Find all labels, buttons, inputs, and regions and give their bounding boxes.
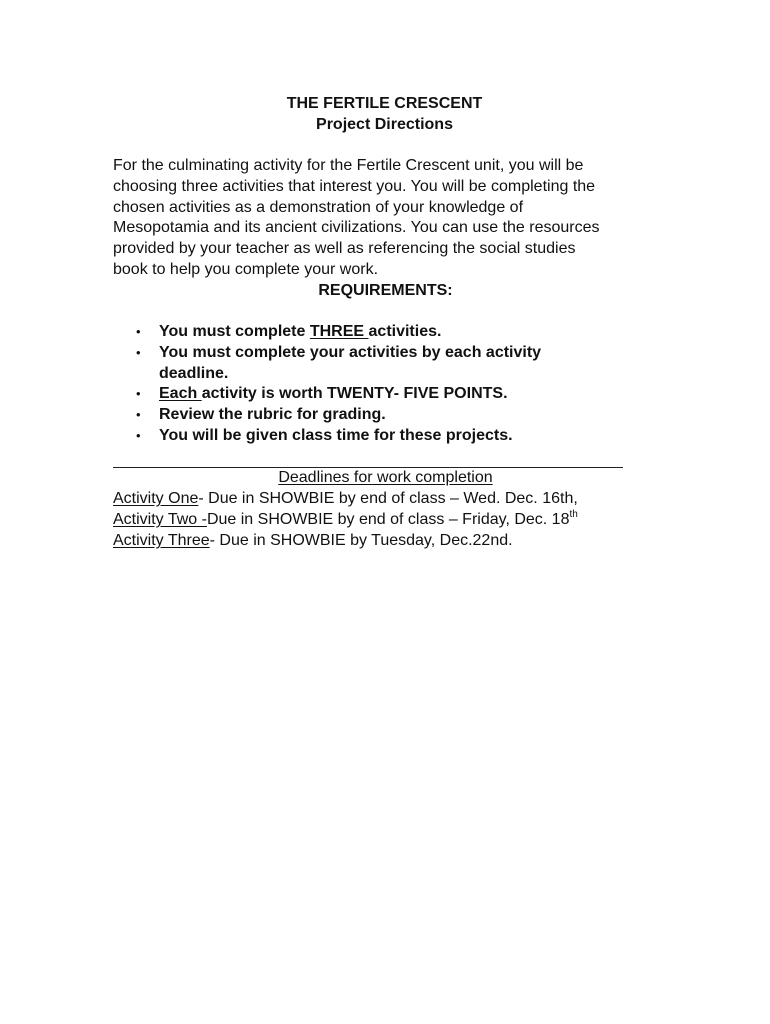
intro-line: provided by your teacher as well as referencing the social studies	[113, 240, 576, 258]
intro-line: book to help you complete your work.	[113, 260, 379, 278]
requirement-text: You must complete THREE activities.	[159, 323, 442, 340]
bullet-icon: •	[136, 407, 141, 423]
bullet-icon: •	[136, 386, 141, 402]
title-block	[113, 94, 656, 136]
requirements-list	[113, 322, 658, 447]
requirement-text: You will be given class time for these projects.	[159, 426, 513, 444]
requirement-item	[113, 322, 658, 343]
bullet-icon: •	[136, 324, 141, 339]
underlined-text: Each	[159, 385, 202, 403]
activity-label: Activity Three	[113, 532, 210, 549]
requirement-text: You must complete your activities by each activity	[159, 343, 542, 361]
requirement-item	[113, 426, 658, 447]
deadline-text: Due in SHOWBIE by end of class – Friday, Dec. 18	[206, 511, 570, 528]
deadlines-heading: Deadlines for work completion	[278, 469, 493, 486]
underlined-text: THREE	[309, 323, 369, 340]
requirement-item	[113, 384, 658, 405]
requirement-text: Review the rubric for grading.	[159, 406, 386, 424]
deadline-text: - Due in SHOWBIE by Tuesday, Dec.22nd.	[209, 532, 513, 549]
bullet-icon: •	[136, 427, 141, 443]
requirement-text: Each activity is worth TWENTY- FIVE POINTS.	[159, 385, 508, 403]
intro-line: Mesopotamia and its ancient civilizations. You can use the resources	[113, 219, 600, 237]
deadline-text: - Due in SHOWBIE by end of class – Wed. Dec. 16th,	[198, 490, 578, 507]
requirement-text-continued: deadline.	[159, 364, 229, 382]
document-subtitle: Project Directions	[316, 115, 453, 133]
deadline-row	[113, 510, 578, 531]
intro-line: choosing three activities that interest you. You will be completing the	[113, 177, 596, 195]
requirements-heading: REQUIREMENTS:	[318, 282, 453, 299]
activity-label: Activity Two -	[113, 511, 207, 528]
requirement-item	[113, 343, 658, 385]
deadline-row	[113, 489, 578, 510]
intro-line: chosen activities as a demonstration of your knowledge of	[113, 198, 524, 216]
ordinal-suffix: th	[569, 509, 578, 520]
document-title: THE FERTILE CRESCENT	[286, 95, 483, 112]
requirement-item	[113, 405, 658, 426]
intro-paragraph	[113, 156, 658, 281]
bullet-icon: •	[136, 344, 141, 360]
deadline-row	[113, 531, 513, 552]
intro-line: For the culminating activity for the Fertile Crescent unit, you will be	[113, 157, 584, 174]
activity-label: Activity One	[113, 490, 199, 507]
